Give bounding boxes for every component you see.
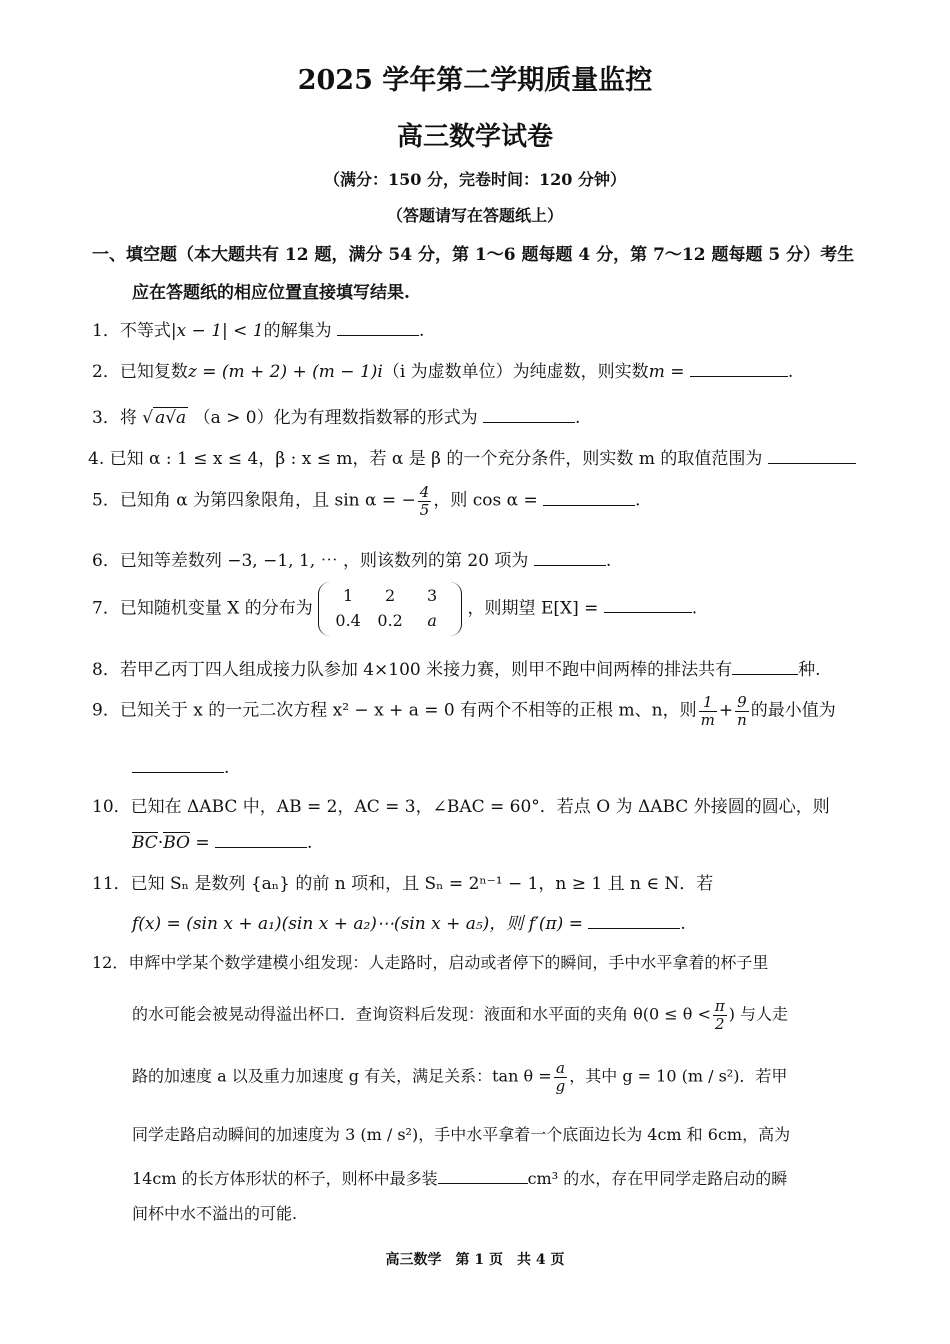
sqrt-icon: √ [142,408,154,428]
q2-var: m = [648,362,685,382]
q5-num: 4 [419,483,430,501]
answer-blank-5[interactable] [543,487,635,506]
q4-text: 4. 已知 α : 1 ≤ x ≤ 4，β : x ≤ m，若 α 是 β 的一个充分条件，则实数 m 的取值范围为 [88,449,763,469]
q9-num-1: 1 [699,694,717,712]
q10-line1: 10．已知在 ΔABC 中，AB = 2，AC = 3，∠BAC = 60°．若点 O 为 ΔABC 外接圆的圆心，则 [92,797,830,817]
matrix-row-probabilities [327,609,453,634]
answer-blank-7[interactable] [604,594,692,613]
question-9-answer-line: . [132,754,229,778]
question-9 [92,694,836,728]
q12-fraction-pi [713,998,727,1032]
q3-cond: （a > 0）化为有理数指数幂的形式为 [193,408,478,428]
q12-line2-pre: 的水可能会被晃动得溢出杯口．查询资料后发现：液面和水平面的夹角 θ(0 ≤ θ < [132,1004,711,1024]
dot-product-symbol: · [157,833,164,853]
matrix-cell: 1 [343,586,354,605]
question-12-line1 [92,950,768,973]
answer-blank-9[interactable] [132,754,224,773]
q2-expr: z = (m + 2) + (m − 1)i [187,362,383,382]
matrix-cell: 0.4 [335,610,361,630]
answer-blank-2[interactable] [690,358,788,377]
answer-blank-12[interactable] [438,1165,528,1184]
question-8 [92,655,821,680]
q12-line5-post: cm³ 的水，存在甲同学走路启动的瞬 [527,1169,788,1188]
vector-bo: BO [163,833,190,853]
question-12-line6 [132,1201,297,1224]
q12-two: 2 [715,1014,725,1033]
q11-line2: f(x) = (sin x + a₁)(sin x + a₂)⋯(sin x + a₅)，则 f′(π) = [132,914,583,934]
matrix-row-values [327,584,453,609]
q10-equals: = [195,833,210,853]
q11-line1: 11．已知 Sₙ 是数列 {aₙ} 的前 n 项和，且 Sₙ = 2ⁿ⁻¹ − 1，n ≥ 1 且 n ∈ N．若 [92,874,714,894]
q1-expr: |x − 1| < 1 [170,321,264,341]
q3-pre: 3．将 [92,408,137,428]
question-2: 2．已知复数z = (m + 2) + (m − 1)i（i 为虚数单位）为纯虚数，则实数m = . [92,357,793,382]
question-3: 3．将 √ a√a （a > 0）化为有理数指数幂的形式为 . [92,403,580,428]
exam-subtitle: 高三数学试卷 [396,122,553,152]
exam-title: 2025 学年第二学期质量监控 [297,65,653,96]
q5-post: ，则 cos α = [433,490,538,511]
question-12-line3 [132,1060,787,1094]
q12-pi: π [714,997,725,1015]
exam-note: （答题请写在答题纸上） [386,206,563,225]
question-5: 5．已知角 α 为第四象限角，且 sin α = − $\frac{4}{5}$ ，则 cos α = . [92,483,641,519]
question-6: 6．已知等差数列 −3, −1, 1, ⋯ ，则该数列的第 20 项为 . [92,546,611,571]
q12-a: a [554,1060,568,1078]
q9-den-1: m [700,710,715,729]
matrix-cell: 0.2 [377,610,403,630]
q12-line3-pre: 路的加速度 a 以及重力加速度 g 有关，满足关系：tan θ = [132,1066,552,1086]
q9-fraction-1 [699,694,717,728]
q12-g: g [555,1076,566,1095]
matrix-cell: a [427,610,437,630]
matrix-cell: 2 [385,586,396,605]
q12-line2-post: ) 与人走 [728,1004,789,1024]
answer-blank-10[interactable] [215,829,307,848]
q6-text: 6．已知等差数列 −3, −1, 1, ⋯ ，则该数列的第 20 项为 [92,551,529,571]
q9-den-2: n [737,710,747,729]
vector-bc: BC [132,833,158,853]
question-11-line2: f(x) = (sin x + a₁)(sin x + a₂)⋯(sin x + a₅)，则 f′(π) = . [132,909,686,934]
exam-info: （满分：150 分，完卷时间：120 分钟） [324,170,626,189]
q7-post: ，则期望 E[X] = [467,598,599,619]
q2-pre: 2．已知复数 [92,362,188,382]
question-11 [92,869,713,894]
answer-blank-6[interactable] [534,547,606,566]
q2-mid: （i 为虚数单位）为纯虚数，则实数 [382,362,649,382]
question-10 [92,792,830,817]
question-10-line2: BC·BO = . [132,829,312,853]
distribution-matrix [318,582,462,636]
q9-post: 的最小值为 [750,700,836,721]
question-1: 1．不等式|x − 1| < 1的解集为 . [92,316,424,341]
question-7: 7．已知随机变量 X 的分布为 1 2 3 0.4 0.2 a ，则期望 E[X] = . [92,582,697,636]
section-heading-cont: 应在答题纸的相应位置直接填写结果. [132,283,410,303]
question-12-line4 [132,1122,790,1145]
q1-post: 的解集为 [263,321,332,341]
q8-post: 种. [798,660,821,680]
question-12-line5 [132,1165,787,1189]
q12-line4: 同学走路启动瞬间的加速度为 3 (m / s²)，手中水平拿着一个底面边长为 4cm 和 6cm，高为 [132,1125,791,1144]
q12-line6: 间杯中水不溢出的可能. [132,1204,298,1223]
matrix-cell: 3 [427,586,438,605]
q3-expr: a√a [155,408,187,428]
answer-blank-4[interactable] [768,445,856,464]
answer-blank-1[interactable] [337,317,419,336]
q9-fraction-2 [735,694,749,728]
q9-num-2: 9 [735,694,749,712]
q12-line3-post: ，其中 g = 10 (m / s²)．若甲 [569,1066,788,1086]
q9-pre: 9．已知关于 x 的一元二次方程 x² − x + a = 0 有两个不相等的正根 m、n，则 [92,700,697,721]
q5-den: 5 [419,500,430,519]
section-heading: 一、填空题（本大题共有 12 题，满分 54 分，第 1～6 题每题 4 分，第 7～12 题每题 5 分）考生 [92,245,855,265]
q9-plus: + [718,700,734,721]
q7-pre: 7．已知随机变量 X 的分布为 [92,598,313,619]
answer-blank-3[interactable] [483,404,575,423]
page-footer: 高三数学 第 1 页 共 4 页 [385,1252,565,1268]
question-4 [88,444,856,469]
q5-fraction [418,484,432,518]
answer-blank-11[interactable] [588,910,680,929]
answer-blank-8[interactable] [732,656,798,675]
q5-pre: 5．已知角 α 为第四象限角，且 sin α = − [92,490,416,511]
q12-fraction-ag [554,1060,568,1094]
q12-line5-pre: 14cm 的长方体形状的杯子，则杯中最多装 [132,1169,438,1188]
question-12-line2 [132,998,788,1032]
q12-line1: 12．申辉中学某个数学建模小组发现：人走路时，启动或者停下的瞬间，手中水平拿着的杯子里 [92,953,769,972]
q1-pre: 1．不等式 [92,321,171,341]
q8-pre: 8．若甲乙丙丁四人组成接力队参加 4×100 米接力赛，则甲不跑中间两棒的排法共有 [92,660,733,680]
